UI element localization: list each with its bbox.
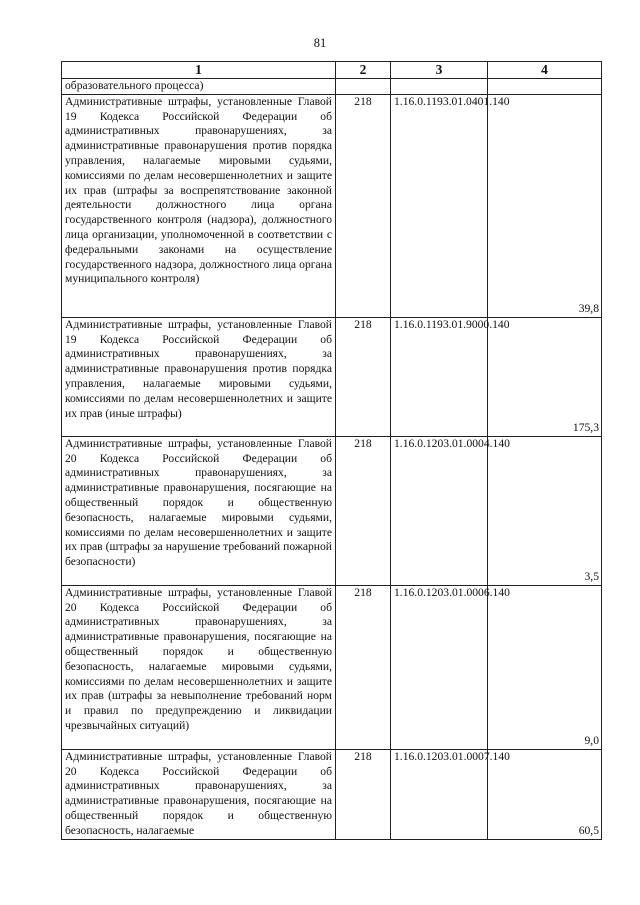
row-admin-code: 218 [336,436,391,585]
revenue-table [61,61,602,840]
row-admin-code: 218 [336,749,391,839]
row-budget-code: 1.16.0.1203.01.0004.140 [391,436,488,585]
table-row [62,94,602,317]
row-admin-code: 218 [336,585,391,749]
row-amount: 175,3 [488,317,602,436]
row-budget-code: 1.16.0.1193.01.0401.140 [391,94,488,317]
row-amount: 60,5 [488,749,602,839]
row-description: Административные штрафы, установленные Главой 19 Кодекса Российской Федерации об административных правонарушениях, за административные правонарушения против порядка управления, налагаемые мировыми судьями, комиссиями по делам несовершеннолетних и защите их прав (иные штрафы) [62,317,336,436]
row-budget-code: 1.16.0.1203.01.0006.140 [391,585,488,749]
row-description: Административные штрафы, установленные Главой 20 Кодекса Российской Федерации об административных правонарушениях, за административные правонарушения, посягающие на общественный порядок и общественную безопасность, налагаемые мировыми судьями, комиссиями по делам несовершеннолетних и защите их прав (штрафы за нарушение требований пожарной безопасности) [62,436,336,585]
row-description: Административные штрафы, установленные Главой 20 Кодекса Российской Федерации об административных правонарушениях, за административные правонарушения, посягающие на общественный порядок и общественную безопасность, налагаемые мировыми судьями, комиссиями по делам несовершеннолетних и защите их прав (штрафы за невыполнение требований норм и правил по предупреждению и ликвидации чрезвычайных ситуаций) [62,585,336,749]
page-number: 81 [313,36,327,50]
table-row [62,79,602,95]
column-header-4: 4 [488,62,602,79]
column-header-3: 3 [391,62,488,79]
row-amount [488,79,602,95]
column-header-2: 2 [336,62,391,79]
table-header-row [62,62,602,79]
row-amount: 39,8 [488,94,602,317]
row-description: Административные штрафы, установленные Главой 19 Кодекса Российской Федерации об административных правонарушениях, за административные правонарушения против порядка управления, налагаемые мировыми судьями, комиссиями по делам несовершеннолетних и защите их прав (штрафы за воспрепятствование законной деятельности должностного лица органа государственного контроля (надзора), должностного лица организации, уполномоченной в соответствии с федеральными законами на осуществление государственного надзора, должностного лица органа муниципального контроля) [62,94,336,317]
row-admin-code: 218 [336,94,391,317]
table-row [62,317,602,436]
row-amount: 3,5 [488,436,602,585]
row-admin-code: 218 [336,317,391,436]
row-budget-code [391,79,488,95]
row-amount: 9,0 [488,585,602,749]
row-budget-code: 1.16.0.1203.01.0007.140 [391,749,488,839]
table-row [62,436,602,585]
row-description: Административные штрафы, установленные Главой 20 Кодекса Российской Федерации об административных правонарушениях, за административные правонарушения, посягающие на общественный порядок и общественную безопасность, налагаемые [62,749,336,839]
row-admin-code [336,79,391,95]
column-header-1: 1 [62,62,336,79]
row-budget-code: 1.16.0.1193.01.9000.140 [391,317,488,436]
table-row [62,749,602,839]
table-row [62,585,602,749]
row-description: образовательного процесса) [62,79,336,95]
